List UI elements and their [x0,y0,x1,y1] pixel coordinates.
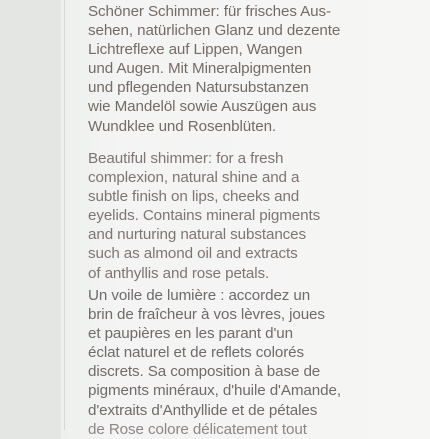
text-line: Wundklee und Rosenblüten. [88,117,277,135]
text-line: und Augen. Mit Mineralpigmenten [88,60,312,78]
paragraph-french [88,286,341,439]
text-line: sehen, natürlichen Glanz und dezente [88,22,341,40]
text-line: und pflegenden Natursubstanzen [88,79,309,97]
paragraph-german [88,2,340,136]
text-line: Schöner Schimmer: für frisches Aus- [88,3,331,20]
paragraph-english [88,149,320,283]
text-line: complexion, natural shine and a [88,169,300,187]
text-line: Beautiful shimmer: for a fresh [88,150,284,167]
text-line: wie Mandelöl sowie Auszügen aus [88,98,317,116]
text-line: brin de fraîcheur à vos lèvres, joues [88,306,325,324]
text-line: pigments minéraux, d'huile d'Amande, [88,382,341,400]
text-line: de Rose colore délicatement tout [88,420,307,438]
package-edge-line [64,0,65,430]
text-line: and nurturing natural substances [88,226,307,244]
text-line: such as almond oil and extracts [88,245,298,263]
text-line: of anthyllis and rose petals. [88,264,270,282]
text-line: Un voile de lumière : accordez un [88,287,311,304]
text-line: Lichtreflexe auf Lippen, Wangen [88,41,303,59]
text-line: subtle finish on lips, cheeks and [88,188,300,206]
text-line: éclat naturel et de reflets colorés [88,344,304,362]
text-line: discrets. Sa composition à base de [88,363,321,381]
text-line: et paupières en les parant d'un [88,325,293,343]
text-line: eyelids. Contains mineral pigments [88,207,321,225]
text-line: d'extraits d'Anthyllide et de pétales [88,401,318,419]
